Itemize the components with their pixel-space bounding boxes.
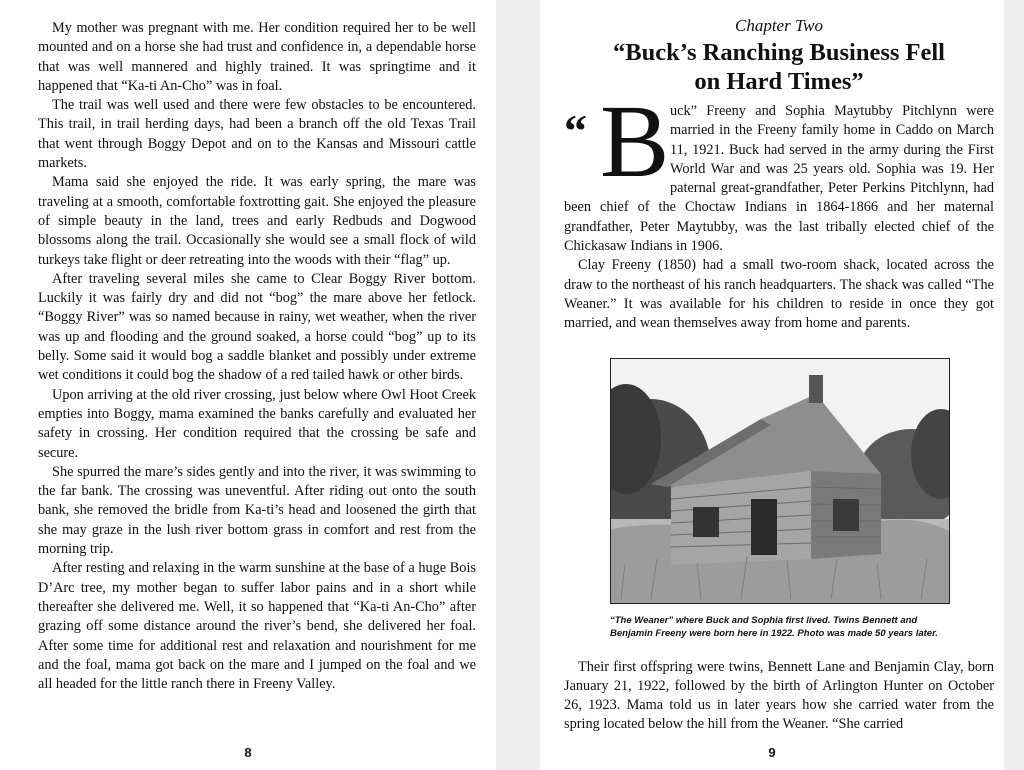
drop-cap	[564, 84, 670, 199]
right-page	[540, 0, 1004, 770]
left-page-text	[38, 0, 476, 694]
photo-caption: “The Weaner” where Buck and Sophia first lived. Twins Bennett and Benjamin Freeny were born here in 1922. Photo was made 50 years later.	[610, 614, 938, 639]
paragraph: After traveling several miles she came to Clear Boggy River bottom. Luckily it was fairly dry and did not “bog” the mare above her fetlock. “Boggy River” was so named because in rainy, wet weather, when the river was up and flooding and the ground soaked, a horse could “bog” up to its belly. Some said it would bog a saddle blanket and possibly under extreme wet conditions it could bog the shadow of a red tailed hawk or other birds.	[38, 270, 476, 384]
drop-cap-letter: B	[600, 84, 670, 199]
page-number: 9	[768, 745, 776, 760]
photo-figure	[610, 358, 950, 640]
shack-photo	[610, 358, 950, 604]
chapter-label: Chapter Two	[734, 16, 823, 35]
chapter-title-line: on Hard Times”	[694, 68, 864, 95]
paragraph: My mother was pregnant with me. Her condition required her to be well mounted and on a horse she had trust and confidence in, a dependable horse that was well mannered and highly trained. It was springtime and it happened that “Ka-ti An-Cho” was in foal.	[38, 20, 476, 94]
right-page-text-continued	[564, 658, 994, 735]
chapter-title-line: “Buck’s Ranching Business Fell	[613, 39, 945, 66]
right-page-text	[564, 84, 994, 334]
paragraph: The trail was well used and there were few obstacles to be encountered. This trail, in trail herding days, had been a branch off the old Texas Trail that went through Boggy Depot and on to the Kansas and Missouri cattle markets.	[38, 97, 476, 172]
paragraph: After resting and relaxing in the warm sunshine at the base of a huge Bois D’Arc tree, my mother began to suffer labor pains and in a short while thereafter she delivered me. Well, it so happened that “Ka-ti An-Cho” after grazing off some distance around the river’s bend, she delivered her foal. After some time for additional rest and relaxation and nourishment for me and the foal, mama got back on the mare and I jumped on the foal and we all headed for the little ranch there in Freeny Valley.	[38, 560, 476, 693]
drop-cap-quote: “	[564, 105, 587, 156]
paragraph: Mama said she enjoyed the ride. It was early spring, the mare was traveling at a smooth, comfortable foxtrotting gait. She enjoyed the pleasure of simple beauty in the land, trees and early Redbuds and Dogwood blossoms along the trail. Occasionally she would see a small flock of wild turkeys take flight or deer retreating into the woods with their “flag” up.	[38, 174, 476, 268]
left-page	[0, 0, 496, 770]
shack-illustration	[611, 359, 949, 603]
paragraph: Clay Freeny (1850) had a small two-room shack, located across the draw to the northeast of his ranch headquarters. The shack was called “The Weaner.” It was available for his children to reside in once they got married, and wean themselves away from home and parents.	[564, 257, 994, 332]
paragraph: uck” Freeny and Sophia Maytubby Pitchlynn were married in the Freeny family home in Caddo on March 11, 1921. Buck had served in the army during the First World War and was 25 years old. Sophia was 19. Her paternal great-grandfather, Peter Perkins Pitchlynn, had been chief of the Choctaw Indians in 1864-1866 and her maternal grandfather, Peter Maytubby, was the last tribally elected chief of the Chickasaw Indians in 1906.	[564, 103, 994, 255]
paragraph: She spurred the mare’s sides gently and into the river, it was swimming to the far bank. The crossing was uneventful. After riding out onto the south bank, she removed the bridle from Ka-ti’s head and loosened the girth that she may graze in the lush river bottom grass in comfort and rest from the morning trip.	[38, 463, 476, 558]
paragraph: Their first offspring were twins, Bennett Lane and Benjamin Clay, born January 21, 1922, followed by the birth of Arlington Hunter on October 26, 1923. Mama told us in later years how she carried water from the spring located below the hill from the Weaner. “She carried	[564, 658, 994, 733]
page-number: 8	[244, 745, 252, 760]
paragraph: Upon arriving at the old river crossing, just below where Owl Hoot Creek empties into Boggy, mama examined the banks carefully and evaluated her safety in crossing. Her condition required that the crossing be safe and secure.	[38, 386, 476, 461]
